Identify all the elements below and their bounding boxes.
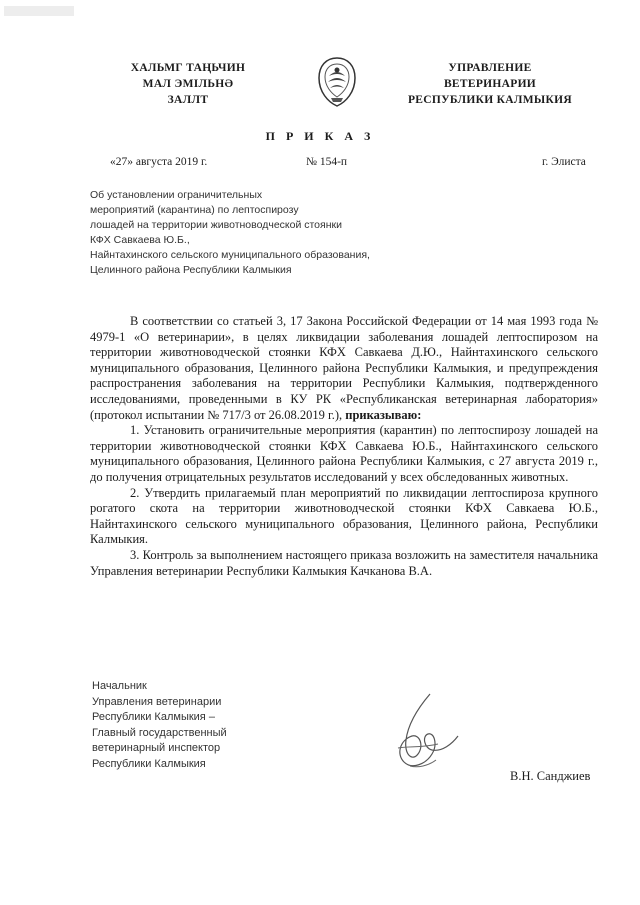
body-item: 3. Контроль за выполнением настоящего приказа возложить на заместителя начальника Управления ветеринарии Республики Калмыкия Качканова В.А. [90,547,598,578]
position-line: Управления ветеринарии [92,695,222,708]
subject-line: Об установлении ограничительных [90,189,263,201]
header-right-line: УПРАВЛЕНИЕ [448,62,532,74]
position-line: ветеринарный инспектор [92,742,221,755]
preamble-text: В соответствии со статьей 3, 17 Закона Российской Федерации от 14 мая 1993 года № 4979-1 «О ветеринарии», в целях ликвидации заболевания лошадей лептоспирозом на территории животноводческой стоянки КФХ Савкаева Д.Ю., Найнтахинского сельского муниципального образования, Целинного района Республики Калмыкия, и предупреждения распространения заболевания на территории Республики Калмыкия, подтвержденного исследованиями, проведенными в КУ РК «Республиканская ветеринарная лаборатория» (протокол испытании № 717/3 от 26.08.2019 г.), [90,314,598,422]
document-date: «27» августа 2019 г. [110,156,208,168]
header-left-line: МАЛ ЭМӀЛЬНӘ [142,78,234,90]
header-right-russian [400,60,580,108]
signatory-position [92,679,292,773]
subject-line: Целинного района Республики Калмыкия [90,264,292,276]
body-item: 2. Утвердить прилагаемый план мероприятий по ликвидации лептоспироза крупного рогатого скота на территории животноводческой стоянки КФХ Савкаева Ю.Б., Найнтахинского сельского муниципального образования, Целинного района, Республики Калмыкия. [90,485,598,547]
position-line: Республики Калмыкия – [92,711,215,724]
document-city: г. Элиста [542,156,586,168]
document-title: П Р И К А З [265,129,375,143]
header-right-line: РЕСПУБЛИКИ КАЛМЫКИЯ [407,94,573,106]
position-line: Главный государственный [92,726,227,739]
body-preamble [90,314,598,423]
position-line: Начальник [92,680,147,692]
header-left-kalmyk [108,60,268,108]
header-left-line: ЗАЛЛТ [167,94,209,106]
header-right-line: ВЕТЕРИНАРИИ [443,78,537,90]
header-left-line: ХАЛЬМГ ТАҢЬЧИН [130,62,246,74]
document-number: № 154-п [306,156,348,168]
subject-line: КФХ Савкаева Ю.Б., [90,234,190,246]
subject-line: лошадей на территории животноводческой стоянки [90,219,342,231]
scan-artifact [4,6,74,16]
handwritten-signature-icon [368,688,468,778]
position-line: Республики Калмыкия [92,757,206,770]
preamble-order-word: приказываю: [345,407,422,422]
subject-line: Найнтахинского сельского муниципального образования, [90,249,370,261]
kalmykia-coat-of-arms-icon [316,56,358,108]
document-subject [90,188,410,278]
document-body [90,314,598,579]
body-item: 1. Установить ограничительные мероприятия (карантин) по лептоспирозу лошадей на территории животноводческой стоянки КФХ Савкаева Ю.Б., Найнтахинского сельского муниципального образования, Целинного района Республики Калмыкия, с 27 августа 2019 г., до получения отрицательных результатов исследований у всех обследованных животных. [90,423,598,484]
subject-line: мероприятий (карантина) по лептоспирозу [90,204,299,216]
signatory-name: В.Н. Санджиев [510,769,591,783]
